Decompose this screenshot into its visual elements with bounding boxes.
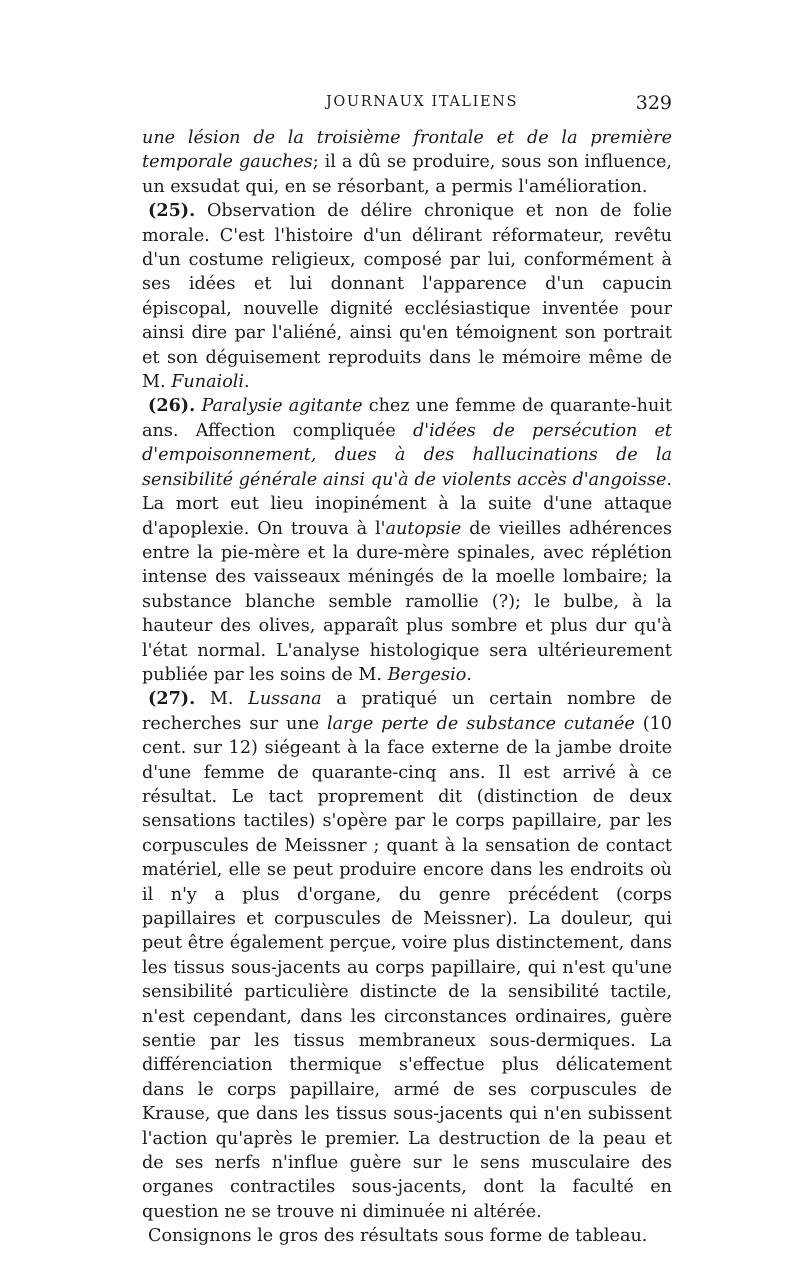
- paragraph-26-text-2: . La mort eut lieu inopinément à la suite d'une attaque d'apoplexie. On trouva à l': [142, 469, 672, 539]
- paragraph-26-italic-2: d'idées de persécution et d'empoisonnement, dues à des hallucinations de la sensibilité générale ainsi qu'à de violents accès d'angoisse: [142, 420, 672, 490]
- author-bergesio: Bergesio: [387, 664, 467, 685]
- paragraph-27: [142, 687, 672, 1224]
- author-lussana: Lussana: [248, 689, 322, 710]
- paragraph-25-end: .: [244, 372, 250, 393]
- paragraph-26-italic-3: autopsie: [385, 518, 462, 539]
- paragraph-25-number: (25).: [148, 200, 196, 222]
- paragraph-26-text-1: chez une femme de quarante-huit ans. Affection compliquée: [142, 396, 672, 441]
- paragraph-27-italic: large perte de substance cutanée: [327, 713, 635, 734]
- paragraph-1-text: ; il a dû se produire, sous son influence, un exsudat qui, en se résorbant, a permis l'amélioration.: [142, 152, 672, 197]
- paragraph-1-italic: une lésion de la troisième frontale et de la première temporale gauches: [142, 128, 672, 173]
- paragraph-26-end: .: [466, 664, 472, 685]
- paragraph-25-text: Observation de délire chronique et non de folie morale. C'est l'histoire d'un délirant réformateur, revêtu d'un costume religieux, composé par lui, conformément à ses idées et lui donnant l'apparence d'un capucin épiscopal, nouvelle dignité ecclésiastique inventée pour ainsi dire par l'aliéné, ainsi qu'en témoignent son portrait et son déguisement reproduits dans le mémoire même de M.: [142, 201, 672, 393]
- paragraph-26: [142, 394, 672, 687]
- paragraph-27-text-3: (10 cent. sur 12) siégeant à la face externe de la jambe droite d'une femme de quarante-cinq ans. Il est arrivé à ce résultat. Le tact proprement dit (distinction de deux sensations tactiles) s'opère par le corps papillaire, par les corpuscules de Meissner ; quant à la sensation de contact matériel, elle se peut produire encore dans les endroits où il n'y a plus d'organe, du genre précédent (corps papillaires et corpuscules de Meissner). La douleur, qui peut être également perçue, voire plus distinctement, dans les tissus sous-jacents au corps papillaire, qui n'est qu'une sensibilité particulière distincte de la sensibilité tactile, n'est cependant, dans les circonstances ordinaires, guère sentie par les tissus membraneux sous-dermiques. La différenciation thermique s'effectue plus délicatement dans le corps papillaire, armé de ses corpuscules de Krause, que dans les tissus sous-jacents qui n'en subissent l'action qu'après le premier. La destruction de la peau et de ses nerfs n'influe guère sur le sens musculaire des organes contractiles sous-jacents, dont la faculté en question ne se trouve ni diminuée ni altérée.: [142, 713, 672, 1222]
- paragraph-conclusion-text: Consignons le gros des résultats sous forme de tableau.: [148, 1226, 648, 1247]
- paragraph-27-text-1: M.: [195, 689, 249, 710]
- paragraph-conclusion: [142, 1224, 672, 1248]
- author-funaioli: Funaioli: [171, 372, 245, 393]
- running-title: JOURNAUX ITALIENS: [326, 94, 518, 110]
- paragraph-27-text-2: a pratiqué un certain nombre de recherches sur une: [142, 689, 672, 734]
- page-header: [142, 92, 672, 122]
- page-number: 329: [635, 92, 672, 114]
- paragraph-27-number: (27).: [148, 688, 196, 710]
- paragraph-26-italic-1: Paralysie agitante: [195, 396, 363, 417]
- body-text: [142, 126, 672, 1249]
- paragraph-26-number: (26).: [148, 395, 196, 417]
- paragraph-1: [142, 126, 672, 199]
- paragraph-25: [142, 199, 672, 394]
- paragraph-26-text-3: de vieilles adhérences entre la pie-mère et la dure-mère spinales, avec réplétion intense des vaisseaux méningés de la moelle lombaire; la substance blanche semble ramollie (?); le bulbe, à la hauteur des olives, apparaît plus sombre et plus dur qu'à l'état normal. L'analyse histologique sera ultérieurement publiée par les soins de M.: [142, 518, 672, 685]
